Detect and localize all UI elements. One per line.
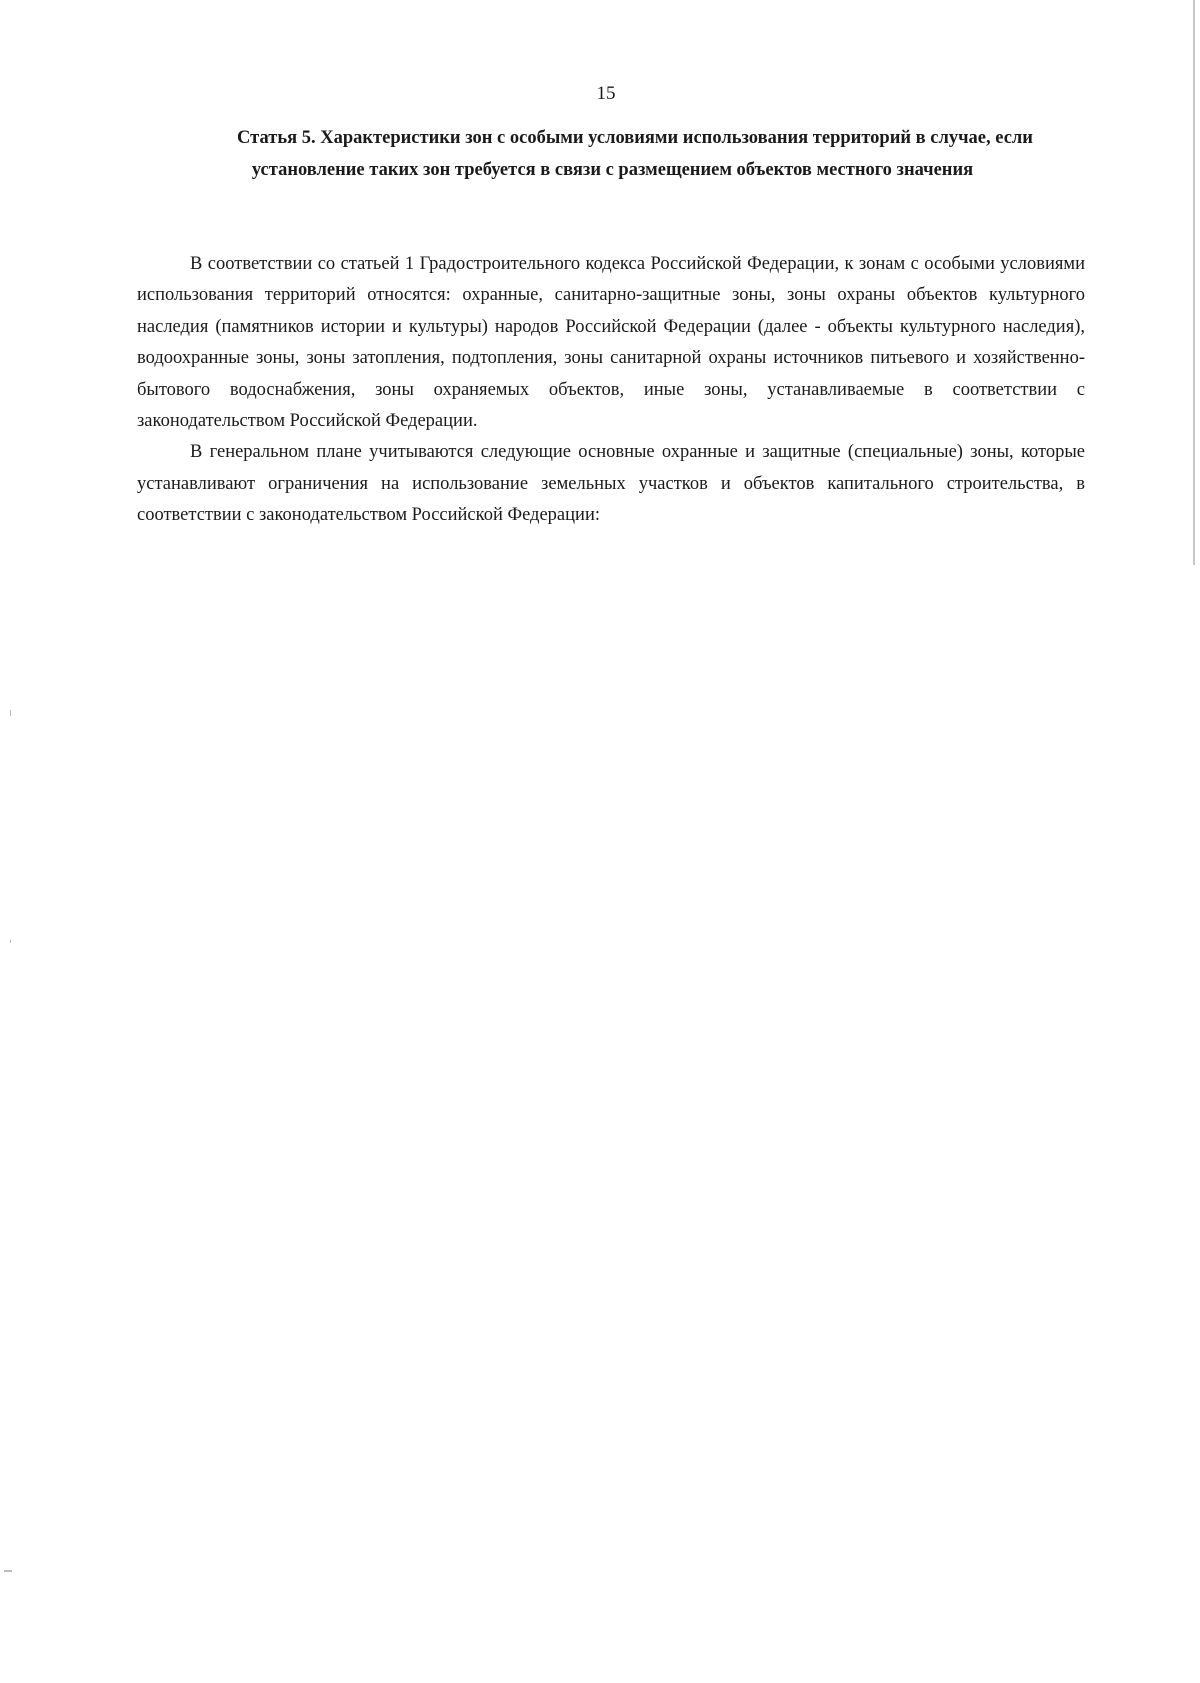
scan-speck	[4, 1570, 12, 1572]
paragraph: В соответствии со статьей 1 Градостроительного кодекса Российской Федерации, к зонам с особыми условиями использования территорий относятся: охранные, санитарно-защитные зоны, зоны охраны объектов культурного наследия (памятников истории и культуры) народов Российской Федерации (далее - объекты культурного наследия), водоохранные зоны, зоны затопления, подтопления, зоны санитарной охраны источников питьевого и хозяйственно-бытового водоснабжения, зоны охраняемых объектов, иные зоны, устанавливаемые в соответствии с законодательством Российской Федерации.	[137, 254, 1085, 432]
article-title-text: Статья 5. Характеристики зон с особыми условиями использования территорий в случае, если установление таких зон требуется в связи с размещением объектов местного значения	[237, 128, 1033, 180]
page-number: 15	[596, 83, 616, 104]
paragraph: В генеральном плане учитываются следующие основные охранные и защитные (специальные) зоны, которые устанавливают ограничения на использование земельных участков и объектов капитального строительства, в соответствии с законодательством Российской Федерации:	[137, 442, 1085, 526]
article-title	[170, 122, 1055, 186]
scan-speck	[10, 940, 11, 943]
document-body	[137, 249, 1085, 532]
scan-speck	[10, 710, 11, 716]
